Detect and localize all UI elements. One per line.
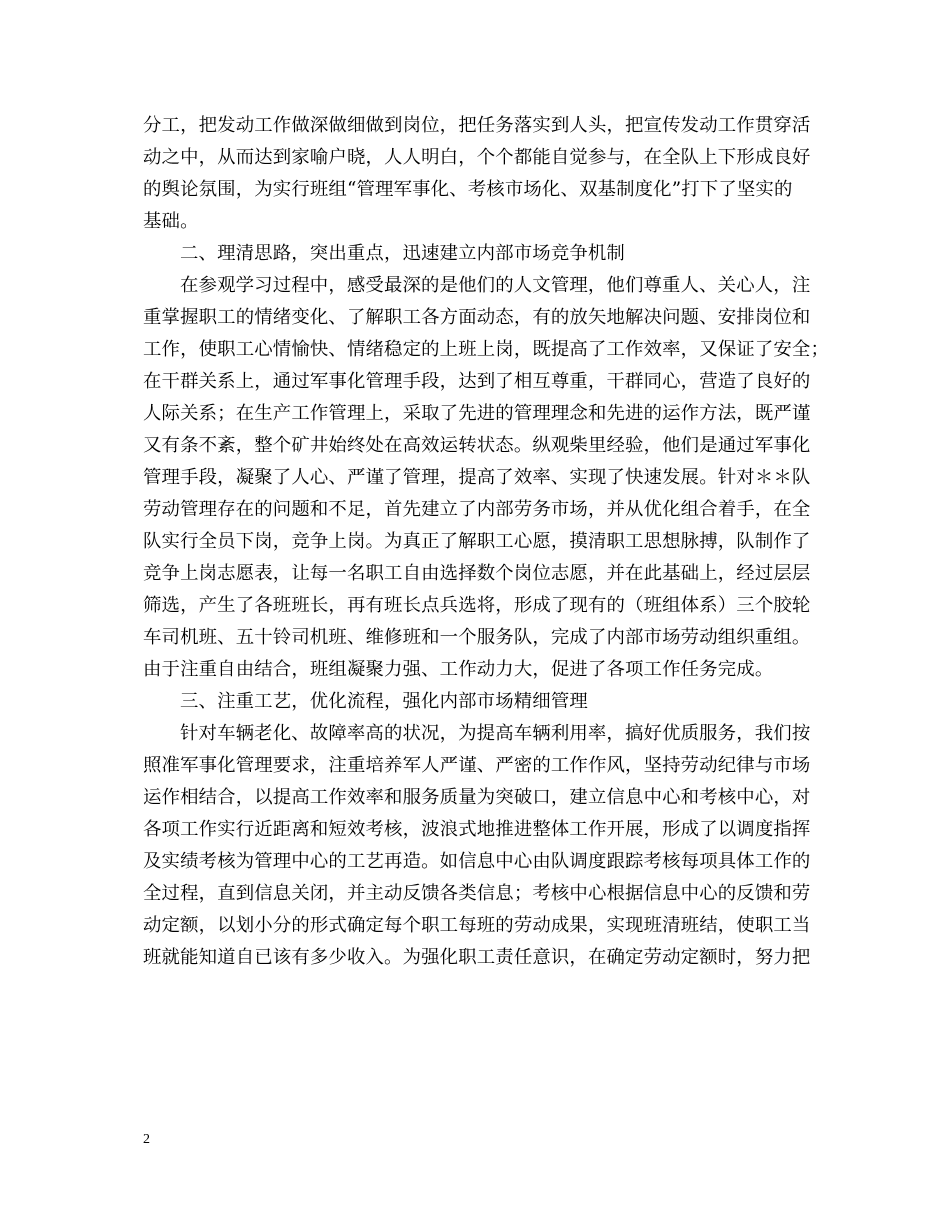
text-line: 又有条不紊，整个矿井始终处在高效运转状态。纵观柴里经验，他们是通过军事化	[143, 435, 811, 456]
document-body	[143, 110, 830, 974]
text-line: 全过程，直到信息关闭，并主动反馈各类信息；考核中心根据信息中心的反馈和劳	[143, 883, 811, 904]
text-line: 动之中，从而达到家喻户晓，人人明白，个个都能自觉参与，在全队上下形成良好	[143, 147, 811, 168]
text-line: 劳动管理存在的问题和不足，首先建立了内部劳务市场，并从优化组合着手，在全	[143, 499, 811, 520]
text-line: 基础。	[143, 211, 199, 232]
text-line: 重掌握职工的情绪变化、了解职工各方面动态，有的放矢地解决问题、安排岗位和	[143, 307, 811, 328]
text-line: 班就能知道自已该有多少收入。为强化职工责任意识，在确定劳动定额时，努力把	[143, 947, 811, 968]
text-line: 由于注重自由结合，班组凝聚力强、工作动力大，促进了各项工作任务完成。	[143, 659, 774, 680]
text-line: 各项工作实行近距离和短效考核，波浪式地推进整体工作开展，形成了以调度指挥	[143, 819, 811, 840]
text-line: 分工，把发动工作做深做细做到岗位，把任务落实到人头，把宣传发动工作贯穿活	[143, 115, 811, 136]
text-line: 竞争上岗志愿表，让每一名职工自由选择数个岗位志愿，并在此基础上，经过层层	[143, 563, 811, 584]
text-line: 筛选，产生了各班班长，再有班长点兵选将，形成了现有的（班组体系）三个胶轮	[143, 595, 811, 616]
text-line: 在干群关系上，通过军事化管理手段，达到了相互尊重，干群同心，营造了良好的	[143, 371, 811, 392]
text-line: 运作相结合，以提高工作效率和服务质量为突破口，建立信息中心和考核中心，对	[143, 787, 811, 808]
text-line: 三、注重工艺，优化流程，强化内部市场精细管理	[180, 691, 588, 712]
text-line: 管理手段，凝聚了人心、严谨了管理，提高了效率、实现了快速发展。针对＊＊队	[143, 467, 811, 488]
text-line: 人际关系；在生产工作管理上，采取了先进的管理理念和先进的运作方法，既严谨	[143, 403, 811, 424]
text-line: 照准军事化管理要求，注重培养军人严谨、严密的工作作风，坚持劳动纪律与市场	[143, 755, 811, 776]
text-line: 动定额，以划小分的形式确定每个职工每班的劳动成果，实现班清班结，使职工当	[143, 915, 811, 936]
page-number: 2	[143, 1132, 150, 1147]
text-line: 针对车辆老化、故障率高的状况，为提高车辆利用率，搞好优质服务，我们按	[180, 723, 811, 744]
text-line: 的舆论氛围，为实行班组“管理军事化、考核市场化、双基制度化”打下了坚实的	[143, 179, 793, 200]
text-line: 队实行全员下岗，竞争上岗。为真正了解职工心愿，摸清职工思想脉搏，队制作了	[143, 531, 811, 552]
text-line: 车司机班、五十铃司机班、维修班和一个服务队，完成了内部市场劳动组织重组。	[143, 627, 811, 648]
text-line: 工作，使职工心情愉快、情绪稳定的上班上岗，既提高了工作效率，又保证了安全；	[143, 339, 830, 360]
text-line: 在参观学习过程中，感受最深的是他们的人文管理，他们尊重人、关心人，注	[180, 275, 811, 296]
text-line: 二、理清思路，突出重点，迅速建立内部市场竞争机制	[180, 243, 625, 264]
text-line: 及实绩考核为管理中心的工艺再造。如信息中心由队调度跟踪考核每项具体工作的	[143, 851, 811, 872]
